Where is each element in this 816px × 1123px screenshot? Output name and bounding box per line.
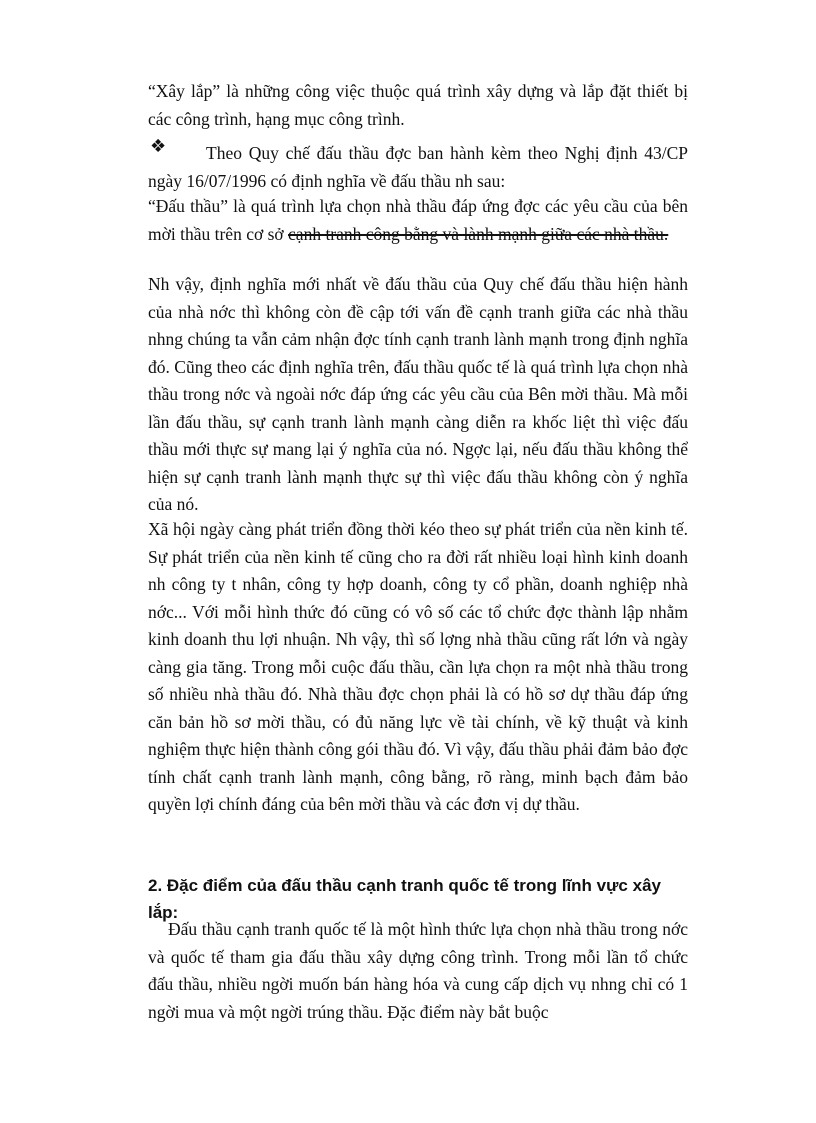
paragraph-dinh-nghia-dau-thau [148,193,688,248]
paragraph-xay-lap-text: “Xây lắp” là những công việc thuộc quá trình xây dựng và lắp đặt thiết bị các công trình, hạng mục công trình. [148,81,688,129]
paragraph-dac-diem [148,916,688,1026]
paragraph-nhu-vay-text: Nh vậy, định nghĩa mới nhất về đấu thầu của Quy chế đấu thầu hiện hành của nhà nớc thì không còn đề cập tới vấn đề cạnh tranh giữa các nhà thầu nhng chúng ta vẫn cảm nhận đợc tính cạnh tranh lành mạnh trong định nghĩa đó. Cũng theo các định nghĩa trên, đấu thầu quốc tế là quá trình lựa chọn nhà thầu trong nớc và ngoài nớc đáp ứng các yêu cầu của Bên mời thầu. Mà mỗi lần đấu thầu, sự cạnh tranh lành mạnh càng diễn ra khốc liệt thì việc đấu thầu mới thực sự mang lại ý nghĩa của nó. Ngợc lại, nếu đấu thầu không thể hiện sự cạnh tranh lành mạnh thực sự thì việc đấu thầu không còn ý nghĩa của nó. [148,274,688,514]
section-heading-2: 2. Đặc điểm của đấu thầu cạnh tranh quốc tế trong lĩnh vực xây lắp: [148,876,661,922]
paragraph-xa-hoi-text: Xã hội ngày càng phát triển đồng thời kéo theo sự phát triển của nền kinh tế. Sự phát triển của nền kinh tế cũng cho ra đời rất nhiều loại hình kinh doanh nh công ty t nhân, công ty hợp doanh, công ty cổ phần, doanh nghiệp nhà nớc... Với mỗi hình thức đó cũng có vô số các tổ chức đợc thành lập nhằm kinh doanh thu lợi nhuận. Nh vậy, thì số lợng nhà thầu cũng rất lớn và ngày càng gia tăng. Trong mỗi cuộc đấu thầu, cần lựa chọn ra một nhà thầu trong số nhiều nhà thầu đó. Nhà thầu đợc chọn phải là có hồ sơ dự thầu đáp ứng căn bản hồ sơ mời thầu, có đủ năng lực về tài chính, về kỹ thuật và kinh nghiệm thực hiện thành công gói thầu đó. Vì vậy, đấu thầu phải đảm bảo đợc tính chất cạnh tranh lành mạnh, công bằng, rõ ràng, minh bạch đảm bảo quyền lợi chính đáng của bên mời thầu và các đơn vị dự thầu. [148,519,688,814]
definition-text: “Đấu thầu” là quá trình lựa chọn nhà thầu đáp ứng đợc các yêu cầu của bên mời thầu trên cơ sở [148,196,688,244]
paragraph-theo-quy-che-text: Theo Quy chế đấu thầu đợc ban hành kèm theo Nghị định 43/CP ngày 16/07/1996 có định nghĩa về đấu thầu nh sau: [148,143,688,191]
paragraph-dac-diem-text: Đấu thầu cạnh tranh quốc tế là một hình thức lựa chọn nhà thầu trong nớc và quốc tế tham gia đấu thầu xây dựng công trình. Trong mỗi lần tổ chức đấu thầu, nhiều ngời muốn bán hàng hóa và cung cấp dịch vụ nhng chỉ có 1 ngời mua và một ngời trúng thầu. Đặc điểm này bắt buộc [148,919,688,1022]
bullet-diamond-icon: ❖ [150,136,167,157]
paragraph-xay-lap [148,78,688,133]
definition-struck-text: cạnh tranh công bằng và lành mạnh giữa các nhà thầu. [288,223,669,244]
paragraph-nhu-vay [148,271,688,519]
paragraph-theo-quy-che [148,140,688,195]
paragraph-xa-hoi [148,516,688,819]
